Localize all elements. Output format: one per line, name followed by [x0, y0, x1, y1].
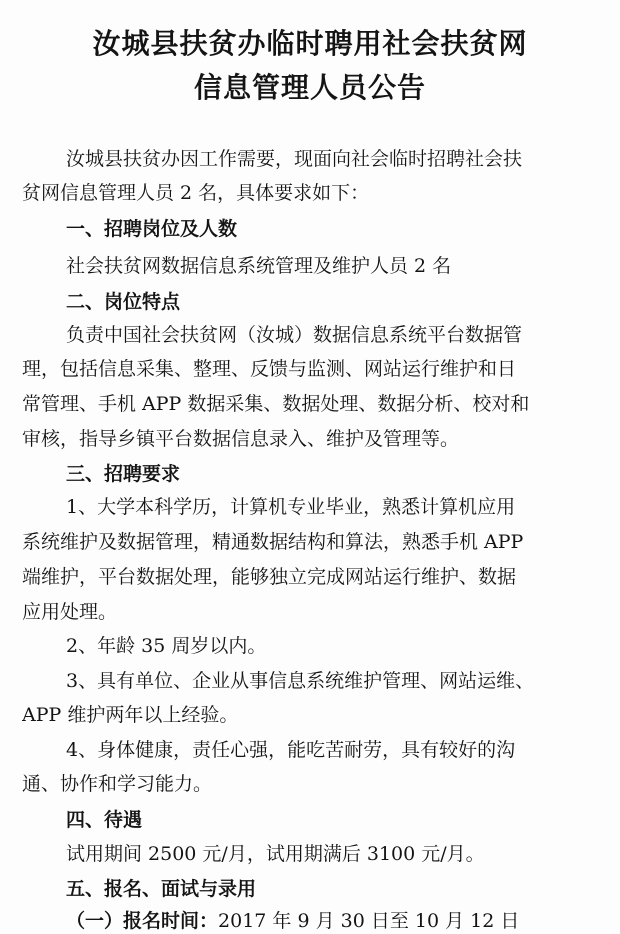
- document-title-line-2: 信息管理人员公告: [193, 71, 426, 104]
- section-2-line-3: 常管理、手机 APP 数据采集、数据处理、数据分析、校对和: [22, 393, 530, 415]
- section-3-heading: 三、招聘要求: [66, 463, 181, 485]
- registration-time-label: （一）报名时间：: [66, 910, 219, 932]
- requirement-1-line-3: 端维护，平台数据处理，能够独立完成网站运行维护、数据: [22, 566, 517, 588]
- registration-time-line: [66, 906, 602, 933]
- requirement-1-line-1: 1、大学本科学历，计算机专业毕业，熟悉计算机应用: [66, 496, 516, 518]
- section-2-heading: 二、岗位特点: [66, 291, 181, 313]
- requirement-1-line-4: 应用处理。: [22, 601, 118, 623]
- intro-line-1: 汝城县扶贫办因工作需要，现面向社会临时招聘社会扶: [66, 148, 523, 170]
- document-title-line-1: 汝城县扶贫办临时聘用社会扶贫网: [92, 27, 528, 60]
- section-1-heading: 一、招聘岗位及人数: [66, 218, 238, 240]
- section-2-line-1: 负责中国社会扶贫网（汝城）数据信息系统平台数据管: [66, 324, 523, 346]
- registration-time-value: 2017 年 9 月 30 日至 10 月 12 日: [218, 910, 520, 932]
- section-2-line-2: 理，包括信息采集、整理、反馈与监测、网站运行维护和日: [22, 358, 517, 380]
- requirement-1-line-2: 系统维护及数据管理，精通数据结构和算法，熟悉手机 APP: [22, 531, 524, 553]
- section-4-text: 试用期间 2500 元/月，试用期满后 3100 元/月。: [66, 843, 485, 865]
- requirement-3-line-1: 3、具有单位、企业从事信息系统维护管理、网站运维、: [66, 670, 535, 692]
- requirement-4-line-2: 通、协作和学习能力。: [22, 773, 213, 795]
- section-5-heading: 五、报名、面试与录用: [66, 878, 257, 900]
- requirement-4-line-1: 4、身体健康，责任心强，能吃苦耐劳，具有较好的沟: [66, 739, 516, 761]
- section-1-text: 社会扶贫网数据信息系统管理及维护人员 2 名: [66, 255, 452, 277]
- intro-line-2: 贫网信息管理人员 2 名，具体要求如下：: [22, 182, 370, 204]
- section-2-line-4: 审核，指导乡镇平台数据信息录入、维护及管理等。: [22, 428, 460, 450]
- section-4-heading: 四、待遇: [66, 809, 143, 831]
- requirement-2: 2、年龄 35 周岁以内。: [66, 635, 267, 657]
- requirement-3-line-2: APP 维护两年以上经验。: [22, 704, 239, 726]
